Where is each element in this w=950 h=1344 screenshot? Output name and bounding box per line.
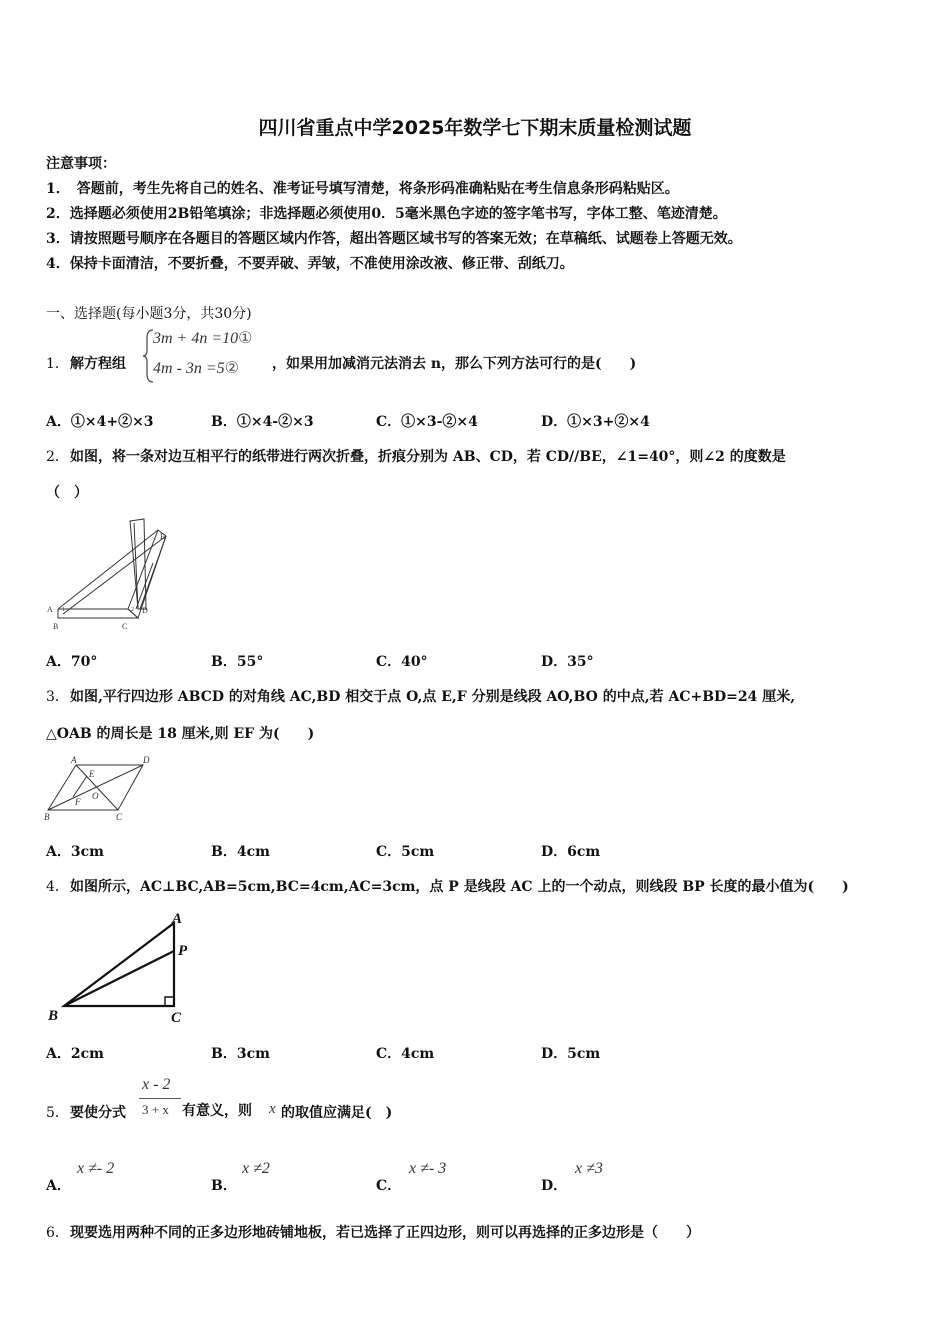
q5-option-a[interactable]: A． [46, 1178, 71, 1194]
notice-item-4: 4．保持卡面清洁，不要折叠，不要弄破、弄皱，不准使用涂改液、修正带、刮纸刀。 [46, 256, 574, 272]
q4-option-a[interactable]: A．2cm [46, 1046, 104, 1062]
q2-figure [40, 515, 185, 635]
q6-number: 6． [46, 1225, 69, 1241]
q2-option-c[interactable]: C．40° [376, 654, 428, 670]
q4-label-c: C [171, 1010, 182, 1026]
q6-text: 现要选用两种不同的正多边形地砖铺地板，若已选择了正四边形，则可以再选择的正多边形是（ ） [70, 1225, 700, 1241]
q5-numerator: x - 2 [142, 1076, 171, 1093]
q1-equation-2: 4m - 3n =5② [153, 360, 240, 377]
q5-prefix: 要使分式 [70, 1105, 126, 1121]
q2-text: 如图，将一条对边互相平行的纸带进行两次折叠，折痕分别为 AB、CD，若 CD//BE，∠1=40°，则∠2 的度数是 [70, 449, 786, 465]
q5-option-b[interactable]: B． [211, 1178, 237, 1194]
q4-figure [44, 905, 204, 1027]
page-title: 四川省重点中学2025年数学七下期末质量检测试题 [258, 117, 692, 139]
q5-option-a-expr: x ≠- 2 [77, 1160, 115, 1177]
q4-option-d[interactable]: D．5cm [541, 1046, 601, 1062]
q3-label-a: A [71, 755, 77, 765]
notice-item-1: 1． 答题前，考生先将自己的姓名、准考证号填写清楚，将条形码准确粘贴在考生信息条形码粘贴区。 [46, 181, 679, 197]
q3-option-a[interactable]: A．3cm [46, 844, 104, 860]
q2-option-b[interactable]: B．55° [211, 654, 264, 670]
q5-option-c-expr: x ≠- 3 [409, 1160, 447, 1177]
notice-item-3: 3．请按照题号顺序在各题目的答题区域内作答，超出答题区域书写的答案无效；在草稿纸、试题卷上答题无效。 [46, 231, 742, 247]
q2-text-2: （ ） [46, 485, 88, 501]
q5-option-d-expr: x ≠3 [575, 1160, 603, 1177]
q3-option-b[interactable]: B．4cm [211, 844, 270, 860]
q3-label-f: F [75, 797, 81, 807]
q4-label-p: P [178, 943, 188, 959]
section-heading: 一、选择题(每小题3分，共30分) [46, 306, 252, 322]
q1-option-c[interactable]: C．①×3-②×4 [376, 414, 478, 430]
q3-option-d[interactable]: D．6cm [541, 844, 601, 860]
q1-option-d[interactable]: D．①×3+②×4 [541, 414, 650, 430]
q5-suffix-1: 有意义，则 [182, 1103, 252, 1119]
q4-option-b[interactable]: B．3cm [211, 1046, 270, 1062]
q3-text: 如图,平行四边形 ABCD 的对角线 AC,BD 相交于点 O,点 E,F 分别是线段 AO,BO 的中点,若 AC+BD=24 厘米, [70, 689, 796, 705]
q4-option-c[interactable]: C．4cm [376, 1046, 435, 1062]
q4-label-b: B [48, 1008, 59, 1024]
q3-text-2: △OAB 的周长是 18 厘米,则 EF 为( ) [46, 726, 315, 742]
q3-label-d: D [143, 755, 150, 765]
paper-strip-bottom [58, 609, 138, 618]
q1-suffix: ，如果用加减消元法消去 n，那么下列方法可行的是( ) [272, 356, 637, 372]
q1-option-a[interactable]: A．①×4+②×3 [46, 414, 154, 430]
notice-heading: 注意事项： [46, 156, 116, 172]
q2-label-angle-2: 2 [131, 607, 134, 613]
q5-option-d[interactable]: D． [541, 1178, 568, 1194]
q3-figure [40, 752, 160, 824]
q3-label-c: C [116, 812, 123, 822]
right-triangle [64, 923, 174, 1006]
q3-label-e: E [89, 769, 95, 779]
q5-option-c[interactable]: C． [376, 1178, 402, 1194]
q1-equation-1: 3m + 4n =10① [153, 330, 253, 347]
notice-item-2: 2．选择题必须使用2B铅笔填涂；非选择题必须使用0．5毫米黑色字迹的签字笔书写，字体工整、笔迹清楚。 [46, 206, 727, 222]
vertical-strip [130, 519, 146, 609]
q3-number: 3． [46, 689, 69, 705]
q5-option-b-expr: x ≠2 [242, 1160, 270, 1177]
q4-number: 4． [46, 879, 69, 895]
q2-label-d: D [142, 606, 148, 615]
q3-label-b: B [44, 812, 50, 822]
q2-label-angle-1: 1 [62, 607, 65, 613]
q3-option-c[interactable]: C．5cm [376, 844, 435, 860]
q4-text: 如图所示，AC⊥BC,AB=5cm,BC=4cm,AC=3cm，点 P 是线段 AC 上的一个动点，则线段 BP 长度的最小值为( ) [70, 879, 849, 895]
q2-label-b: B [53, 622, 59, 631]
segment-bp [64, 951, 174, 1006]
q5-number: 5． [46, 1105, 69, 1121]
q5-denominator: 3 + x [142, 1102, 169, 1117]
q2-label-c: C [122, 622, 128, 631]
fraction-bar [139, 1098, 181, 1099]
q4-label-a: A [172, 911, 183, 927]
q2-option-d[interactable]: D．35° [541, 654, 594, 670]
q1-prefix: 解方程组 [70, 356, 126, 372]
q2-option-a[interactable]: A．70° [46, 654, 98, 670]
q3-label-o: O [92, 791, 99, 801]
q5-suffix-2: 的取值应满足( ) [281, 1105, 393, 1121]
q2-number: 2． [46, 449, 69, 465]
q5-variable: x [269, 1101, 276, 1117]
right-angle-mark [165, 997, 174, 1006]
q1-number: 1． [46, 356, 69, 372]
q1-option-b[interactable]: B．①×4-②×3 [211, 414, 314, 430]
q2-label-e: E [160, 532, 165, 541]
q2-label-a: A [47, 605, 53, 614]
